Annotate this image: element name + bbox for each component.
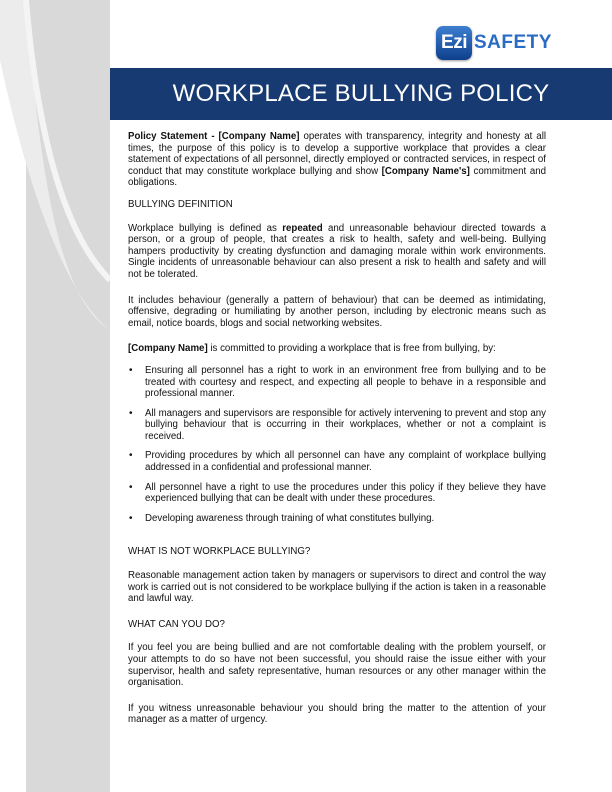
definition-bold-word: repeated [282,222,323,234]
logo-word: SAFETY [474,32,552,53]
includes-paragraph: It includes behaviour (generally a pattern of behaviour) that can be deemed as intimidating, offensive, degrading or humiliating by another person, including by electronic means such as email, notice boards, blogs and social networking websites. [128,294,546,329]
commitment-text: is committed to providing a workplace that is free from bullying, by: [210,343,496,355]
page-title: WORKPLACE BULLYING POLICY [172,80,550,107]
list-item: • Ensuring all personnel has a right to work in an environment free from bullying and to be treated with courtesy and respect, and expecting all people to behave in a responsible and professional manner. [128,365,546,400]
commitment-paragraph [128,343,546,355]
company-name-possessive: [Company Name's] [381,165,470,177]
not-bullying-text: Reasonable management action taken by managers or supervisors to direct and control the way work is carried out is not considered to be workplace bullying if the action is taken in a reasonable and lawful way. [128,570,546,605]
not-bullying-heading: WHAT IS NOT WORKPLACE BULLYING? [128,546,311,558]
policy-statement-label: Policy Statement - [128,131,215,142]
list-item: • Developing awareness through training of what constitutes bullying. [128,513,546,525]
what-can-you-do-p2: If you witness unreasonable behaviour you should bring the matter to the attention of your manager as a matter of urgency. [128,702,546,726]
policy-statement-text-end: commitment and obligations. [128,165,546,189]
company-name-placeholder: [Company Name] [218,131,300,142]
company-logo [436,26,552,60]
definition-text-b: and unreasonable behaviour directed towards a person, or a group of people, that creates a risk to health, safety and well-being. Bullying hampers productivity by creating dysfunction and damaging morale within work environments. Single incidents of unreasonable behaviour can also present a risk to health and safety and will not be tolerated. [128,222,546,280]
what-can-you-do-p1: If you feel you are being bullied and are not comfortable dealing with the problem yourself, or your attempts to do so have not been successful, you should raise the issue either with your supervisor, health and safety representative, human resources or any other manager within the organisation. [128,642,546,689]
definition-paragraph [128,223,546,281]
title-banner [110,68,612,120]
logo-badge: Ezi [436,26,472,60]
list-item: • All managers and supervisors are responsible for actively intervening to prevent and stop any bullying behaviour that is occurring in their workplaces, whether or not a complaint is received. [128,408,546,443]
definition-text-a: Workplace bullying is defined as [128,222,277,234]
commitment-list [128,365,546,525]
list-item: • Providing procedures by which all personnel can have any complaint of workplace bullying addressed in a confidential and professional manner. [128,450,546,473]
bullying-definition-heading: BULLYING DEFINITION [128,198,233,210]
list-item: • All personnel have a right to use the procedures under this policy if they believe they have experienced bullying that can be dealt with under these procedures. [128,482,546,505]
what-can-you-do-heading: WHAT CAN YOU DO? [128,618,225,630]
policy-content [128,131,546,736]
left-curve-decoration [0,0,110,792]
policy-statement [128,131,546,189]
commitment-company-name: [Company Name] [128,343,208,355]
policy-statement-text: operates with transparency, integrity and honesty at all times, the purpose of this policy is to develop a supportive workplace that provides a clear statement of expectations of all personnel, directly employed or contracted services, in respect of conduct that may constitute workplace bullying and show [128,131,546,177]
